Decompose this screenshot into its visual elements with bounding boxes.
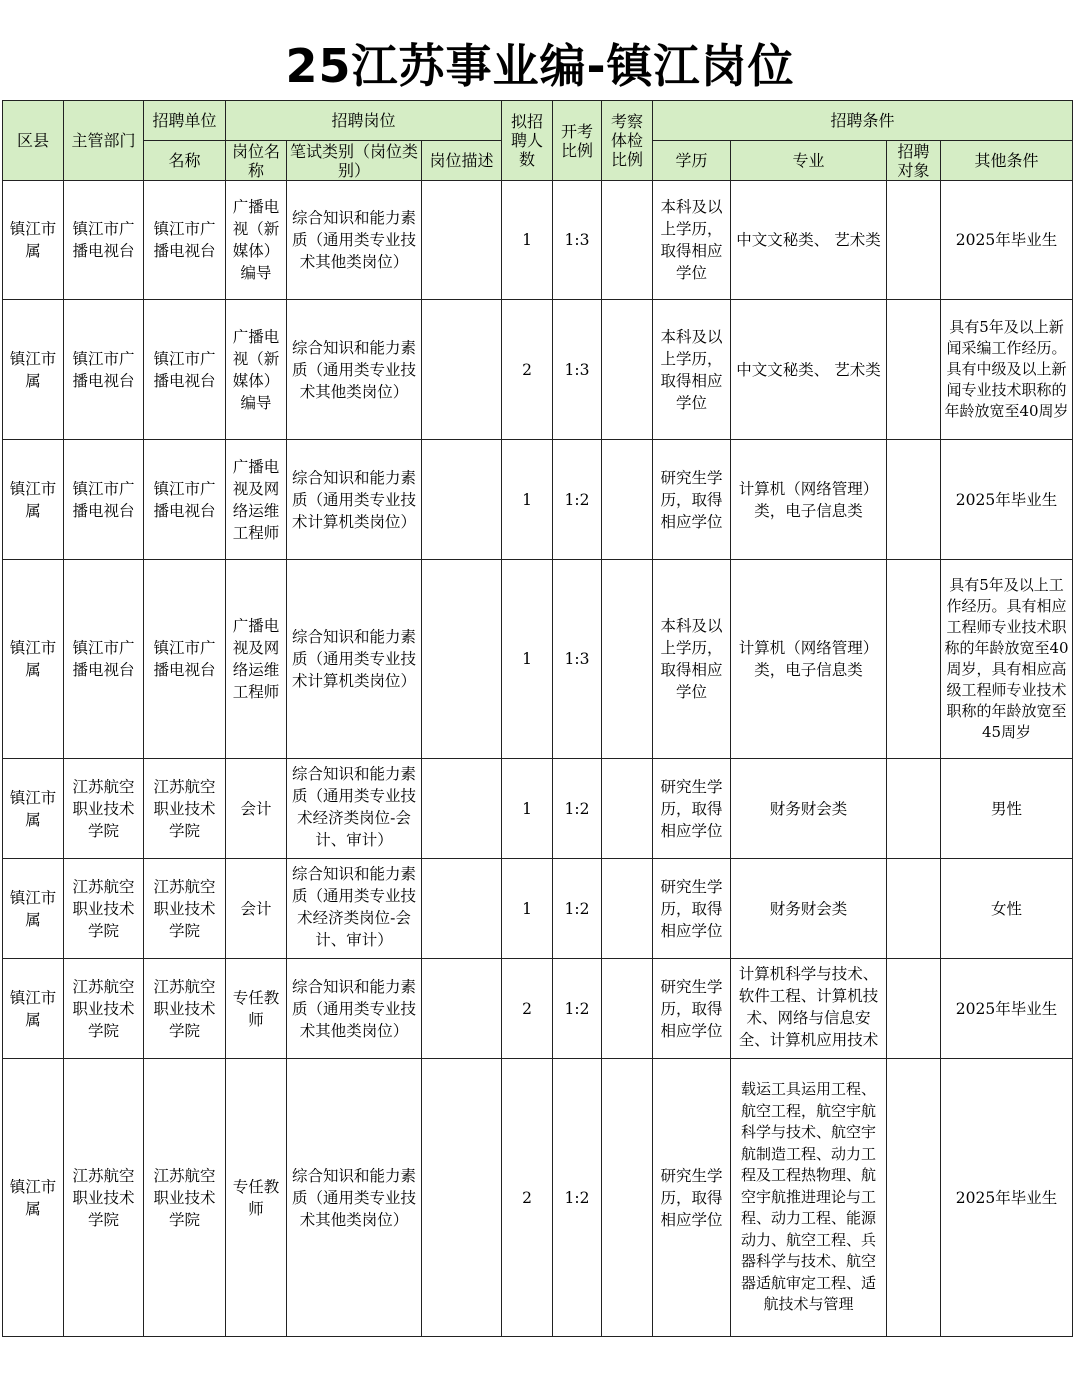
cell-quota: 2	[502, 959, 553, 1059]
cell-post: 专任教师	[226, 959, 287, 1059]
table-row	[3, 859, 1073, 959]
header-other: 其他条件	[941, 141, 1073, 181]
cell-education: 本科及以上学历，取得相应学位	[653, 300, 731, 440]
recruitment-table	[2, 100, 1073, 1337]
cell-district: 镇江市属	[3, 859, 64, 959]
cell-exam: 综合知识和能力素质（通用类专业技术经济类岗位-会计、审计）	[287, 759, 422, 859]
header-major: 专业	[731, 141, 887, 181]
cell-desc	[422, 959, 502, 1059]
cell-target	[887, 300, 941, 440]
table-row	[3, 181, 1073, 300]
cell-quota: 1	[502, 440, 553, 560]
cell-quota: 1	[502, 859, 553, 959]
cell-ratio: 1:3	[553, 181, 602, 300]
cell-unit: 江苏航空职业技术学院	[144, 859, 226, 959]
header-department: 主管部门	[64, 101, 144, 181]
cell-other: 2025年毕业生	[941, 181, 1073, 300]
cell-major: 载运工具运用工程、航空工程，航空宇航科学与技术、航空宇航制造工程、动力工程及工程热物理、航空宇航推进理论与工程、动力工程、能源动力、航空工程、兵器科学与技术、航空器适航审定工程、适航技术与管理	[731, 1059, 887, 1337]
cell-department: 江苏航空职业技术学院	[64, 859, 144, 959]
cell-other: 女性	[941, 859, 1073, 959]
cell-other: 具有5年及以上新闻采编工作经历。具有中级及以上新闻专业技术职称的年龄放宽至40周岁	[941, 300, 1073, 440]
page-title: 25江苏事业编-镇江岗位	[285, 39, 795, 93]
table-row	[3, 440, 1073, 560]
cell-other: 2025年毕业生	[941, 440, 1073, 560]
cell-unit: 镇江市广播电视台	[144, 440, 226, 560]
header-unit-name: 名称	[144, 141, 226, 181]
cell-major: 计算机（网络管理）类，电子信息类	[731, 440, 887, 560]
header-education: 学历	[653, 141, 731, 181]
cell-unit: 江苏航空职业技术学院	[144, 759, 226, 859]
cell-check	[602, 440, 653, 560]
cell-target	[887, 560, 941, 759]
cell-ratio: 1:2	[553, 759, 602, 859]
cell-education: 本科及以上学历，取得相应学位	[653, 560, 731, 759]
cell-ratio: 1:2	[553, 859, 602, 959]
cell-check	[602, 1059, 653, 1337]
cell-ratio: 1:3	[553, 300, 602, 440]
cell-major: 计算机（网络管理）类，电子信息类	[731, 560, 887, 759]
cell-desc	[422, 560, 502, 759]
cell-quota: 2	[502, 300, 553, 440]
cell-unit: 镇江市广播电视台	[144, 560, 226, 759]
cell-quota: 1	[502, 181, 553, 300]
table-row	[3, 759, 1073, 859]
cell-other: 2025年毕业生	[941, 959, 1073, 1059]
cell-unit: 江苏航空职业技术学院	[144, 959, 226, 1059]
cell-education: 研究生学历，取得相应学位	[653, 759, 731, 859]
header-check-ratio: 考察体检比例	[602, 101, 653, 181]
cell-department: 江苏航空职业技术学院	[64, 1059, 144, 1337]
header-cond-group: 招聘条件	[653, 101, 1073, 141]
cell-exam: 综合知识和能力素质（通用类专业技术其他类岗位）	[287, 959, 422, 1059]
cell-check	[602, 300, 653, 440]
table-row	[3, 560, 1073, 759]
header-district: 区县	[3, 101, 64, 181]
cell-target	[887, 759, 941, 859]
cell-department: 江苏航空职业技术学院	[64, 959, 144, 1059]
table-row	[3, 300, 1073, 440]
cell-target	[887, 181, 941, 300]
table-row	[3, 1059, 1073, 1337]
cell-department: 镇江市广播电视台	[64, 300, 144, 440]
cell-department: 江苏航空职业技术学院	[64, 759, 144, 859]
cell-quota: 2	[502, 1059, 553, 1337]
table-row	[3, 959, 1073, 1059]
cell-other: 2025年毕业生	[941, 1059, 1073, 1337]
cell-major: 中文文秘类、 艺术类	[731, 300, 887, 440]
cell-post: 专任教师	[226, 1059, 287, 1337]
cell-post: 会计	[226, 859, 287, 959]
cell-quota: 1	[502, 759, 553, 859]
cell-district: 镇江市属	[3, 959, 64, 1059]
cell-desc	[422, 300, 502, 440]
cell-district: 镇江市属	[3, 300, 64, 440]
cell-desc	[422, 1059, 502, 1337]
cell-post: 广播电视（新媒体）编导	[226, 181, 287, 300]
cell-check	[602, 759, 653, 859]
cell-district: 镇江市属	[3, 181, 64, 300]
cell-post: 会计	[226, 759, 287, 859]
cell-desc	[422, 759, 502, 859]
cell-check	[602, 859, 653, 959]
header-target: 招聘对象	[887, 141, 941, 181]
cell-check	[602, 181, 653, 300]
cell-desc	[422, 181, 502, 300]
cell-major: 中文文秘类、 艺术类	[731, 181, 887, 300]
cell-education: 研究生学历，取得相应学位	[653, 1059, 731, 1337]
cell-department: 镇江市广播电视台	[64, 560, 144, 759]
cell-target	[887, 859, 941, 959]
cell-post: 广播电视及网络运维工程师	[226, 560, 287, 759]
cell-exam: 综合知识和能力素质（通用类专业技术经济类岗位-会计、审计）	[287, 859, 422, 959]
cell-district: 镇江市属	[3, 759, 64, 859]
cell-post: 广播电视（新媒体）编导	[226, 300, 287, 440]
cell-department: 镇江市广播电视台	[64, 440, 144, 560]
cell-target	[887, 1059, 941, 1337]
cell-unit: 镇江市广播电视台	[144, 300, 226, 440]
cell-ratio: 1:2	[553, 440, 602, 560]
header-post-group: 招聘岗位	[226, 101, 502, 141]
cell-exam: 综合知识和能力素质（通用类专业技术其他类岗位）	[287, 181, 422, 300]
header-post-name: 岗位名称	[226, 141, 287, 181]
cell-exam: 综合知识和能力素质（通用类专业技术计算机类岗位）	[287, 440, 422, 560]
cell-post: 广播电视及网络运维工程师	[226, 440, 287, 560]
cell-target	[887, 440, 941, 560]
cell-ratio: 1:2	[553, 1059, 602, 1337]
header-unit-group: 招聘单位	[144, 101, 226, 141]
header-ratio: 开考比例	[553, 101, 602, 181]
cell-district: 镇江市属	[3, 1059, 64, 1337]
cell-education: 研究生学历，取得相应学位	[653, 959, 731, 1059]
cell-major: 计算机科学与技术、软件工程、计算机技术、网络与信息安全、计算机应用技术	[731, 959, 887, 1059]
cell-quota: 1	[502, 560, 553, 759]
cell-exam: 综合知识和能力素质（通用类专业技术其他类岗位）	[287, 1059, 422, 1337]
cell-ratio: 1:3	[553, 560, 602, 759]
cell-ratio: 1:2	[553, 959, 602, 1059]
cell-major: 财务财会类	[731, 759, 887, 859]
cell-unit: 江苏航空职业技术学院	[144, 1059, 226, 1337]
cell-major: 财务财会类	[731, 859, 887, 959]
header-quota: 拟招聘人数	[502, 101, 553, 181]
cell-exam: 综合知识和能力素质（通用类专业技术计算机类岗位）	[287, 560, 422, 759]
cell-exam: 综合知识和能力素质（通用类专业技术其他类岗位）	[287, 300, 422, 440]
cell-department: 镇江市广播电视台	[64, 181, 144, 300]
cell-education: 研究生学历，取得相应学位	[653, 440, 731, 560]
cell-desc	[422, 440, 502, 560]
cell-district: 镇江市属	[3, 440, 64, 560]
header-post-desc: 岗位描述	[422, 141, 502, 181]
cell-desc	[422, 859, 502, 959]
cell-education: 本科及以上学历，取得相应学位	[653, 181, 731, 300]
header-exam-type: 笔试类别（岗位类别）	[287, 141, 422, 181]
cell-check	[602, 560, 653, 759]
cell-check	[602, 959, 653, 1059]
cell-education: 研究生学历，取得相应学位	[653, 859, 731, 959]
cell-other: 具有5年及以上工作经历。具有相应工程师专业技术职称的年龄放宽至40周岁，具有相应高级工程师专业技术职称的年龄放宽至45周岁	[941, 560, 1073, 759]
cell-target	[887, 959, 941, 1059]
cell-district: 镇江市属	[3, 560, 64, 759]
cell-other: 男性	[941, 759, 1073, 859]
cell-unit: 镇江市广播电视台	[144, 181, 226, 300]
